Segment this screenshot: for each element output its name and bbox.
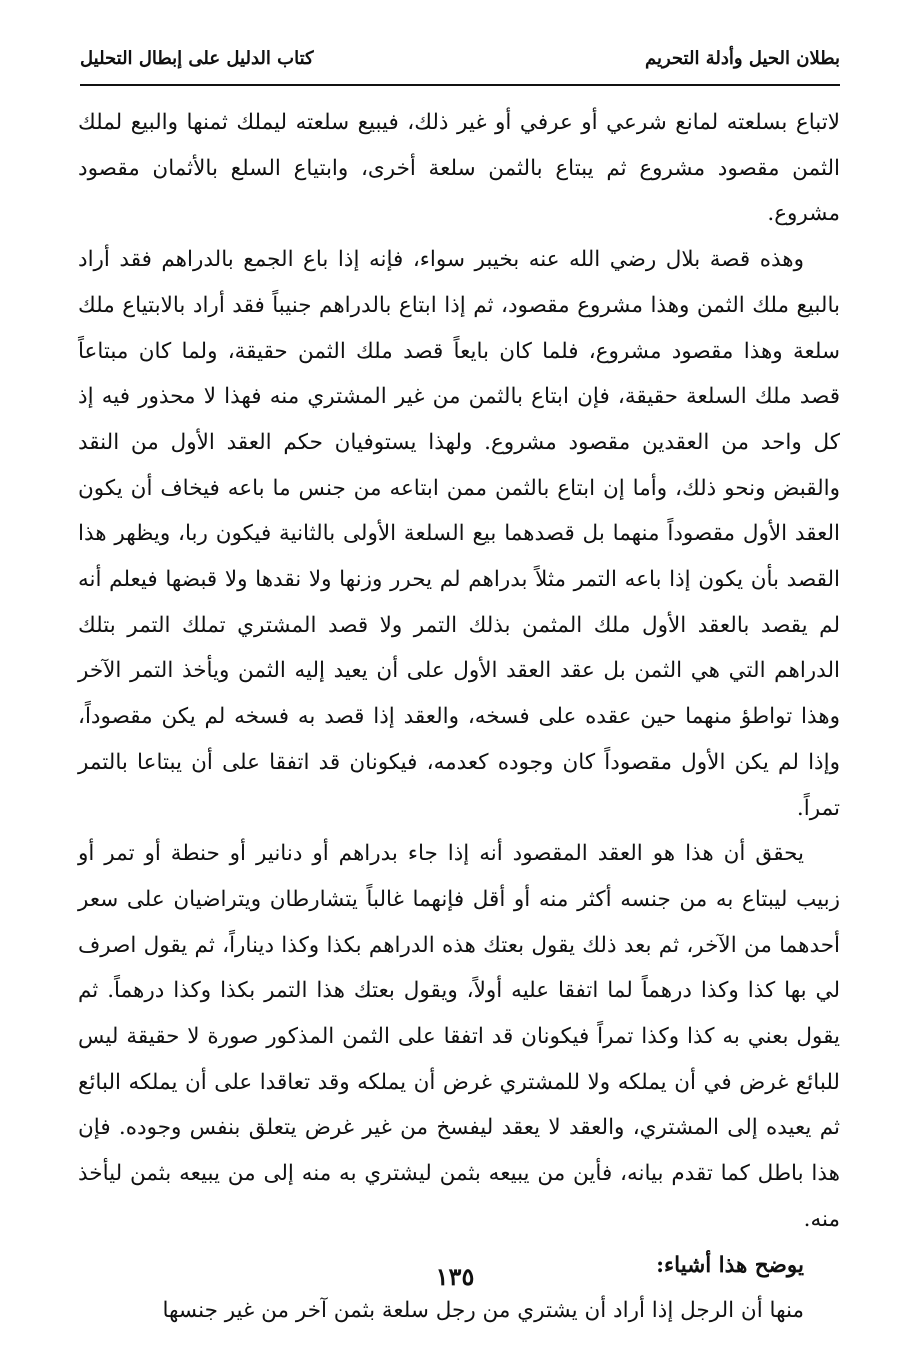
running-header xyxy=(80,38,840,78)
book-title: بطلان الحيل وأدلة التحريم xyxy=(644,47,840,69)
paragraph-1: لاتباع بسلعته لمانع شرعي أو عرفي أو غير ذلك، فيبيع سلعته ليملك ثمنها والبيع لملك الثمن مقصود مشروع ثم يبتاع بالثمن سلعة أخرى، وابتياع السلع بالأثمان مقصود مشروع. xyxy=(78,110,840,227)
subheading: يوضح هذا أشياء: xyxy=(656,1252,804,1278)
paragraph-4: منها أن الرجل إذا أراد أن يشتري من رجل سلعة بثمن آخر من غير جنسها xyxy=(162,1298,804,1324)
page-number: ١٣٥ xyxy=(435,1262,475,1291)
paragraph-3: يحقق أن هذا هو العقد المقصود أنه إذا جاء بدراهم أو دنانير أو حنطة أو تمر أو زبيب ليبتاع به من جنسه أكثر منه أو أقل فإنهما غالباً يتشارطان ويتراضيان على سعر أحدهما من الآخر، ثم بعد ذلك يقول بعتك هذه الدراهم بكذا وكذا ديناراً، ثم يقول اصرف لي بها كذا وكذا درهماً لما اتفقا عليه أولاً، ويقول بعتك هذا التمر بكذا وكذا درهماً. ثم يقول بعني به كذا وكذا تمراً فيكونان قد اتفقا على الثمن المذكور صورة لا حقيقة ليس للبائع غرض في أن يملكه ولا للمشتري غرض أن يملكه وقد تعاقدا على أن يملكه البائع ثم يعيده إلى المشتري، والعقد لا يعقد ليفسخ من غير غرض يتعلق بنفس وجوده. فإن هذا باطل كما تقدم بيانه، فأين من يبيعه بثمن ليشتري به منه إلى من يبيعه بثمن ليأخذ منه. xyxy=(78,841,840,1232)
paragraph-2: وهذه قصة بلال رضي الله عنه بخيبر سواء، فإنه إذا باع الجمع بالدراهم فقد أراد بالبيع ملك الثمن وهذا مشروع مقصود، ثم إذا ابتاع بالدراهم جنيباً فقد أراد بالابتياع ملك سلعة وهذا مقصود مشروع، فلما كان بايعاً قصد ملك الثمن حقيقة، ولما كان مبتاعاً قصد ملك السلعة حقيقة، فإن ابتاع بالثمن من غير المشتري منه فهذا لا محذور فيه إذ كل واحد من العقدين مقصود مشروع. ولهذا يستوفيان حكم العقد الأول من النقد والقبض ونحو ذلك، وأما إن ابتاع بالثمن ممن ابتاعه من جنس ما باعه فيخاف أن يكون العقد الأول مقصوداً منهما بل قصدهما بيع السلعة الأولى بالثانية فيكون ربا، ويظهر هذا القصد بأن يكون إذا باعه التمر مثلاً بدراهم لم يحرر وزنها ولا نقدها ولا قبضها فيعلم أنه لم يقصد بالعقد الأول ملك المثمن بذلك التمر ولا قصد المشتري تملك التمر بتلك الدراهم التي هي الثمن بل عقد العقد الأول على أن يعيد إليه الثمن ويأخذ التمر الآخر وهذا تواطؤ منهما حين عقده على فسخه، والعقد إذا قصد به فسخه لم يكن مقصوداً، وإذا لم يكن الأول مقصوداً كان وجوده كعدمه، فيكونان قد اتفقا على أن يبتاعا بالتمر تمراً. xyxy=(78,247,840,821)
header-rule xyxy=(80,84,840,86)
section-title: كتاب الدليل على إبطال التحليل xyxy=(80,47,314,69)
body-text xyxy=(78,100,840,1334)
